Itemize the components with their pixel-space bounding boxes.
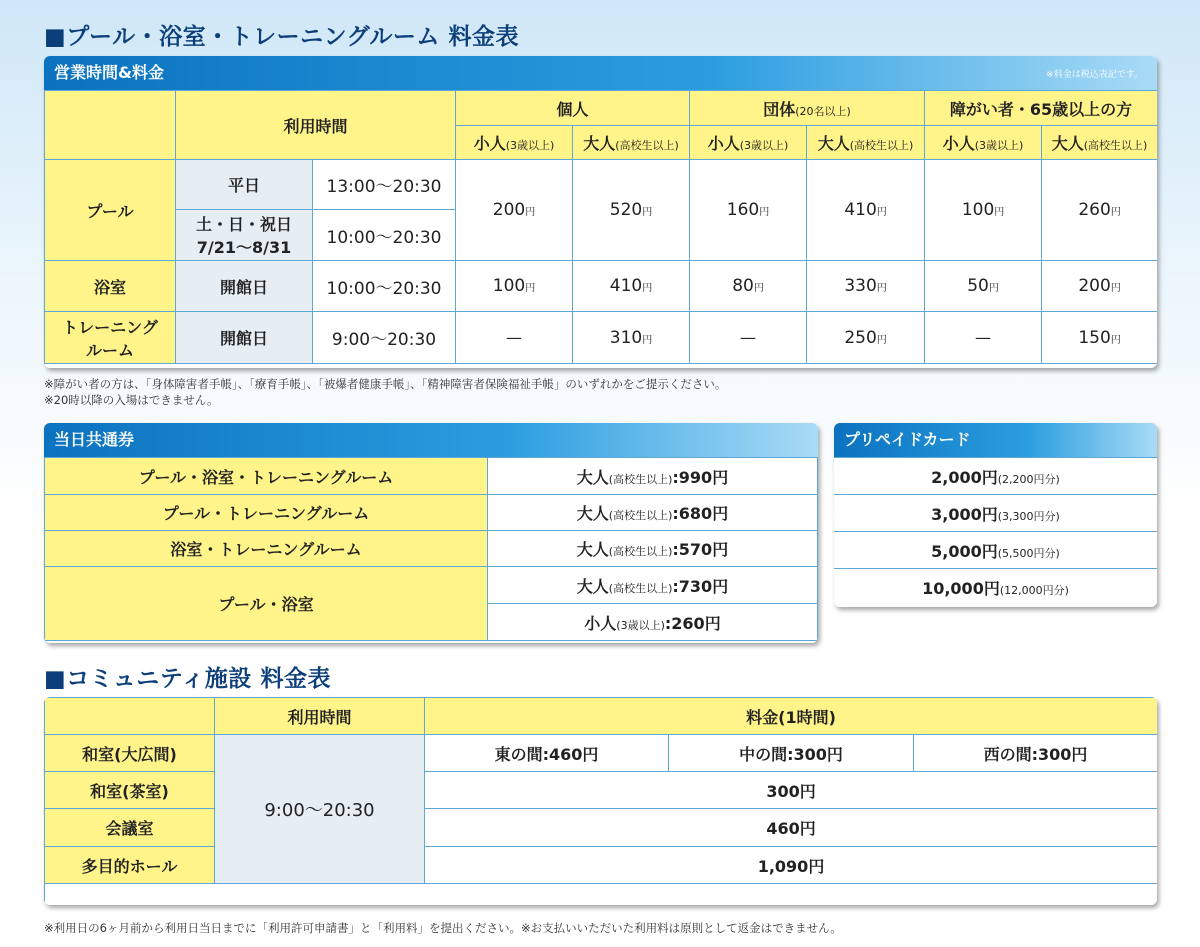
day-pass-name: プール・トレーニングルーム xyxy=(45,495,488,531)
yen-unit: 円 xyxy=(1110,283,1121,294)
hours-footnotes xyxy=(44,376,726,408)
bath-label: 浴室 xyxy=(45,261,176,312)
prepaid-header: プリペイドカード xyxy=(834,423,1157,457)
prepaid-price: 2,000円 xyxy=(931,467,998,487)
yen-unit: 円 xyxy=(525,283,536,294)
yen-unit: 円 xyxy=(642,334,653,346)
gym-price: 250 xyxy=(844,327,877,348)
child-label: 小人 xyxy=(473,134,506,153)
gym-dash: — xyxy=(690,312,807,364)
bath-price: 410 xyxy=(609,276,643,296)
prepaid-row xyxy=(834,495,1157,532)
community-use-time-header: 利用時間 xyxy=(215,698,425,735)
group-adult-header xyxy=(807,126,925,160)
tax-note: ※料金は税込表記です。 xyxy=(1046,70,1143,80)
bath-price-cell xyxy=(925,261,1042,312)
pool-price-cell xyxy=(573,160,690,261)
adult-note: (高校生以上) xyxy=(608,509,673,522)
community-table xyxy=(44,697,1157,905)
group-header xyxy=(690,91,925,126)
day-pass-name: 浴室・トレーニングルーム xyxy=(45,531,488,567)
room-name: 和室(大広間) xyxy=(45,735,215,772)
yen-unit: 円 xyxy=(759,207,770,218)
hours-fee-header xyxy=(44,56,1157,90)
prepaid-table xyxy=(834,457,1157,607)
bath-price-cell xyxy=(573,261,690,312)
gym-price: 150 xyxy=(1078,327,1111,348)
price-value: :680円 xyxy=(672,504,729,523)
pool-weekend-label: 土・日・祝日 xyxy=(195,215,292,234)
day-pass-price xyxy=(488,458,818,495)
pool-weekend-time: 10:00〜20:30 xyxy=(313,210,456,261)
adult-note: (高校生以上) xyxy=(608,472,673,486)
child-note: (3歳以上) xyxy=(739,139,789,152)
adult-note: (高校生以上) xyxy=(608,545,673,558)
disabled-note: ※障がい者の方は、「身体障害者手帳」、「療育手帳」、「被爆者健康手帳」、「精神障害者保険福祉手帳」のいずれかをご提示ください。 xyxy=(44,377,727,391)
east-room-price: 東の間:460円 xyxy=(425,735,669,772)
use-time-header: 利用時間 xyxy=(176,91,456,160)
prepaid-price: 5,000円 xyxy=(931,541,998,561)
group-label: 団体 xyxy=(763,99,796,119)
community-corner xyxy=(45,698,215,735)
pool-price: 160 xyxy=(726,200,760,220)
prepaid-price: 3,000円 xyxy=(931,504,998,524)
bath-price: 80 xyxy=(732,276,754,296)
community-fee-header: 料金(1時間) xyxy=(425,698,1158,735)
pool-fee-title: ■プール・浴室・トレーニングルーム 料金表 xyxy=(44,24,519,50)
west-room-price: 西の間:300円 xyxy=(914,735,1158,772)
gym-day: 開館日 xyxy=(176,312,313,364)
adult-label: 大人 xyxy=(583,134,616,153)
adult-label: 大人 xyxy=(576,467,609,487)
day-pass-price xyxy=(488,567,818,604)
child-label: 小人 xyxy=(942,134,975,153)
community-time: 9:00〜20:30 xyxy=(215,735,425,884)
individual-child-header xyxy=(456,126,573,160)
pool-price: 100 xyxy=(961,200,995,220)
price-value: :730円 xyxy=(672,576,729,596)
day-pass-header: 当日共通券 xyxy=(44,423,818,457)
day-pass-name: プール・浴室 xyxy=(45,567,488,641)
prepaid-panel xyxy=(834,423,1157,607)
gym-price-cell xyxy=(573,312,690,364)
yen-unit: 円 xyxy=(876,334,887,346)
adult-note: (高校生以上) xyxy=(608,581,673,595)
prepaid-value: (3,300円分) xyxy=(997,509,1060,523)
room-name: 多目的ホール xyxy=(45,847,215,884)
gym-label-line2: ルーム xyxy=(85,340,134,360)
individual-header: 個人 xyxy=(456,91,690,126)
adult-label: 大人 xyxy=(1051,134,1084,153)
room-name: 会議室 xyxy=(45,809,215,847)
gym-time: 9:00〜20:30 xyxy=(313,312,456,364)
pool-price-cell xyxy=(1042,160,1157,261)
price-value: :260円 xyxy=(664,613,721,633)
child-label: 小人 xyxy=(707,134,740,153)
bath-price-cell xyxy=(690,261,807,312)
pool-price: 200 xyxy=(492,200,526,220)
room-name: 和室(茶室) xyxy=(45,772,215,809)
prepaid-value: (2,200円分) xyxy=(997,472,1060,486)
bath-price-cell xyxy=(456,261,573,312)
hours-fee-panel xyxy=(44,56,1157,368)
room-price: 1,090円 xyxy=(425,847,1158,884)
yen-unit: 円 xyxy=(994,207,1005,218)
yen-unit: 円 xyxy=(876,283,887,294)
corner-cell xyxy=(45,91,176,160)
price-value: :570円 xyxy=(672,540,729,559)
bath-price: 100 xyxy=(492,276,526,296)
bath-price: 200 xyxy=(1078,276,1111,296)
entry-note: ※20時以降の入場はできません。 xyxy=(44,393,219,407)
community-blank-row xyxy=(45,884,1158,906)
prepaid-value: (12,000円分) xyxy=(999,584,1069,598)
pool-price: 410 xyxy=(844,200,877,220)
pool-price: 260 xyxy=(1078,200,1111,220)
yen-unit: 円 xyxy=(988,283,999,294)
adult-note: (高校生以上) xyxy=(615,139,679,152)
gym-dash: — xyxy=(925,312,1042,364)
yen-unit: 円 xyxy=(525,207,536,218)
pool-label: プール xyxy=(45,160,176,261)
disabled-child-header xyxy=(925,126,1042,160)
adult-note: (高校生以上) xyxy=(849,139,914,152)
individual-adult-header xyxy=(573,126,690,160)
day-pass-price xyxy=(488,604,818,641)
pool-price-cell xyxy=(690,160,807,261)
adult-label: 大人 xyxy=(576,504,609,523)
pool-weekday-time: 13:00〜20:30 xyxy=(313,160,456,210)
bath-price-cell xyxy=(1042,261,1157,312)
yen-unit: 円 xyxy=(642,207,653,218)
pool-price: 520 xyxy=(609,200,643,220)
middle-room-price: 中の間:300円 xyxy=(669,735,914,772)
gym-price: 310 xyxy=(609,327,643,348)
bath-time: 10:00〜20:30 xyxy=(313,261,456,312)
yen-unit: 円 xyxy=(642,283,653,294)
day-pass-price xyxy=(488,531,818,567)
gym-label-line1: トレーニング xyxy=(62,317,158,337)
child-note: (3歳以上) xyxy=(974,139,1024,152)
disabled-header: 障がい者・65歳以上の方 xyxy=(925,91,1157,126)
disabled-adult-header xyxy=(1042,126,1157,160)
pool-summer-label: 7/21〜8/31 xyxy=(196,238,292,257)
bath-price: 50 xyxy=(967,276,989,296)
room-price: 300円 xyxy=(425,772,1158,809)
day-pass-price xyxy=(488,495,818,531)
pool-price-cell xyxy=(456,160,573,261)
day-pass-table xyxy=(44,457,818,641)
day-pass-name: プール・浴室・トレーニングルーム xyxy=(45,458,488,495)
adult-label: 大人 xyxy=(576,576,609,596)
group-note: (20名以上) xyxy=(795,104,851,118)
room-price: 460円 xyxy=(425,809,1158,847)
pool-weekday: 平日 xyxy=(176,160,313,210)
prepaid-row xyxy=(834,569,1157,607)
child-label: 小人 xyxy=(584,613,617,633)
pool-price-cell xyxy=(807,160,925,261)
gym-price-cell xyxy=(807,312,925,364)
group-child-header xyxy=(690,126,807,160)
bath-price: 330 xyxy=(844,276,877,296)
child-note: (3歳以上) xyxy=(616,618,665,632)
prepaid-price: 10,000円 xyxy=(922,579,1000,599)
bath-day: 開館日 xyxy=(176,261,313,312)
gym-label xyxy=(45,312,176,364)
gym-dash: — xyxy=(456,312,573,364)
gym-price-cell xyxy=(1042,312,1157,364)
adult-note: (高校生以上) xyxy=(1083,139,1148,152)
community-footnote: ※利用日の6ヶ月前から利用日当日までに「利用許可申請書」と「利用料」を提出ください。※お支払いいただいた利用料は原則として返金はできません。 xyxy=(44,921,842,935)
hours-fee-table xyxy=(44,90,1157,364)
adult-label: 大人 xyxy=(576,540,609,559)
adult-label: 大人 xyxy=(817,134,850,153)
yen-unit: 円 xyxy=(1110,207,1121,218)
prepaid-row xyxy=(834,458,1157,495)
pool-weekend xyxy=(176,210,313,261)
hours-fee-header-label: 営業時間&料金 xyxy=(54,63,164,82)
price-value: :990円 xyxy=(672,467,729,487)
community-fee-title: ■コミュニティ施設 料金表 xyxy=(44,666,331,692)
prepaid-row xyxy=(834,532,1157,569)
child-note: (3歳以上) xyxy=(505,139,555,152)
yen-unit: 円 xyxy=(876,207,887,218)
yen-unit: 円 xyxy=(1110,334,1121,346)
day-pass-panel xyxy=(44,423,818,643)
bath-price-cell xyxy=(807,261,925,312)
community-panel xyxy=(44,697,1157,905)
pool-price-cell xyxy=(925,160,1042,261)
prepaid-value: (5,500円分) xyxy=(997,546,1060,560)
yen-unit: 円 xyxy=(753,283,764,294)
